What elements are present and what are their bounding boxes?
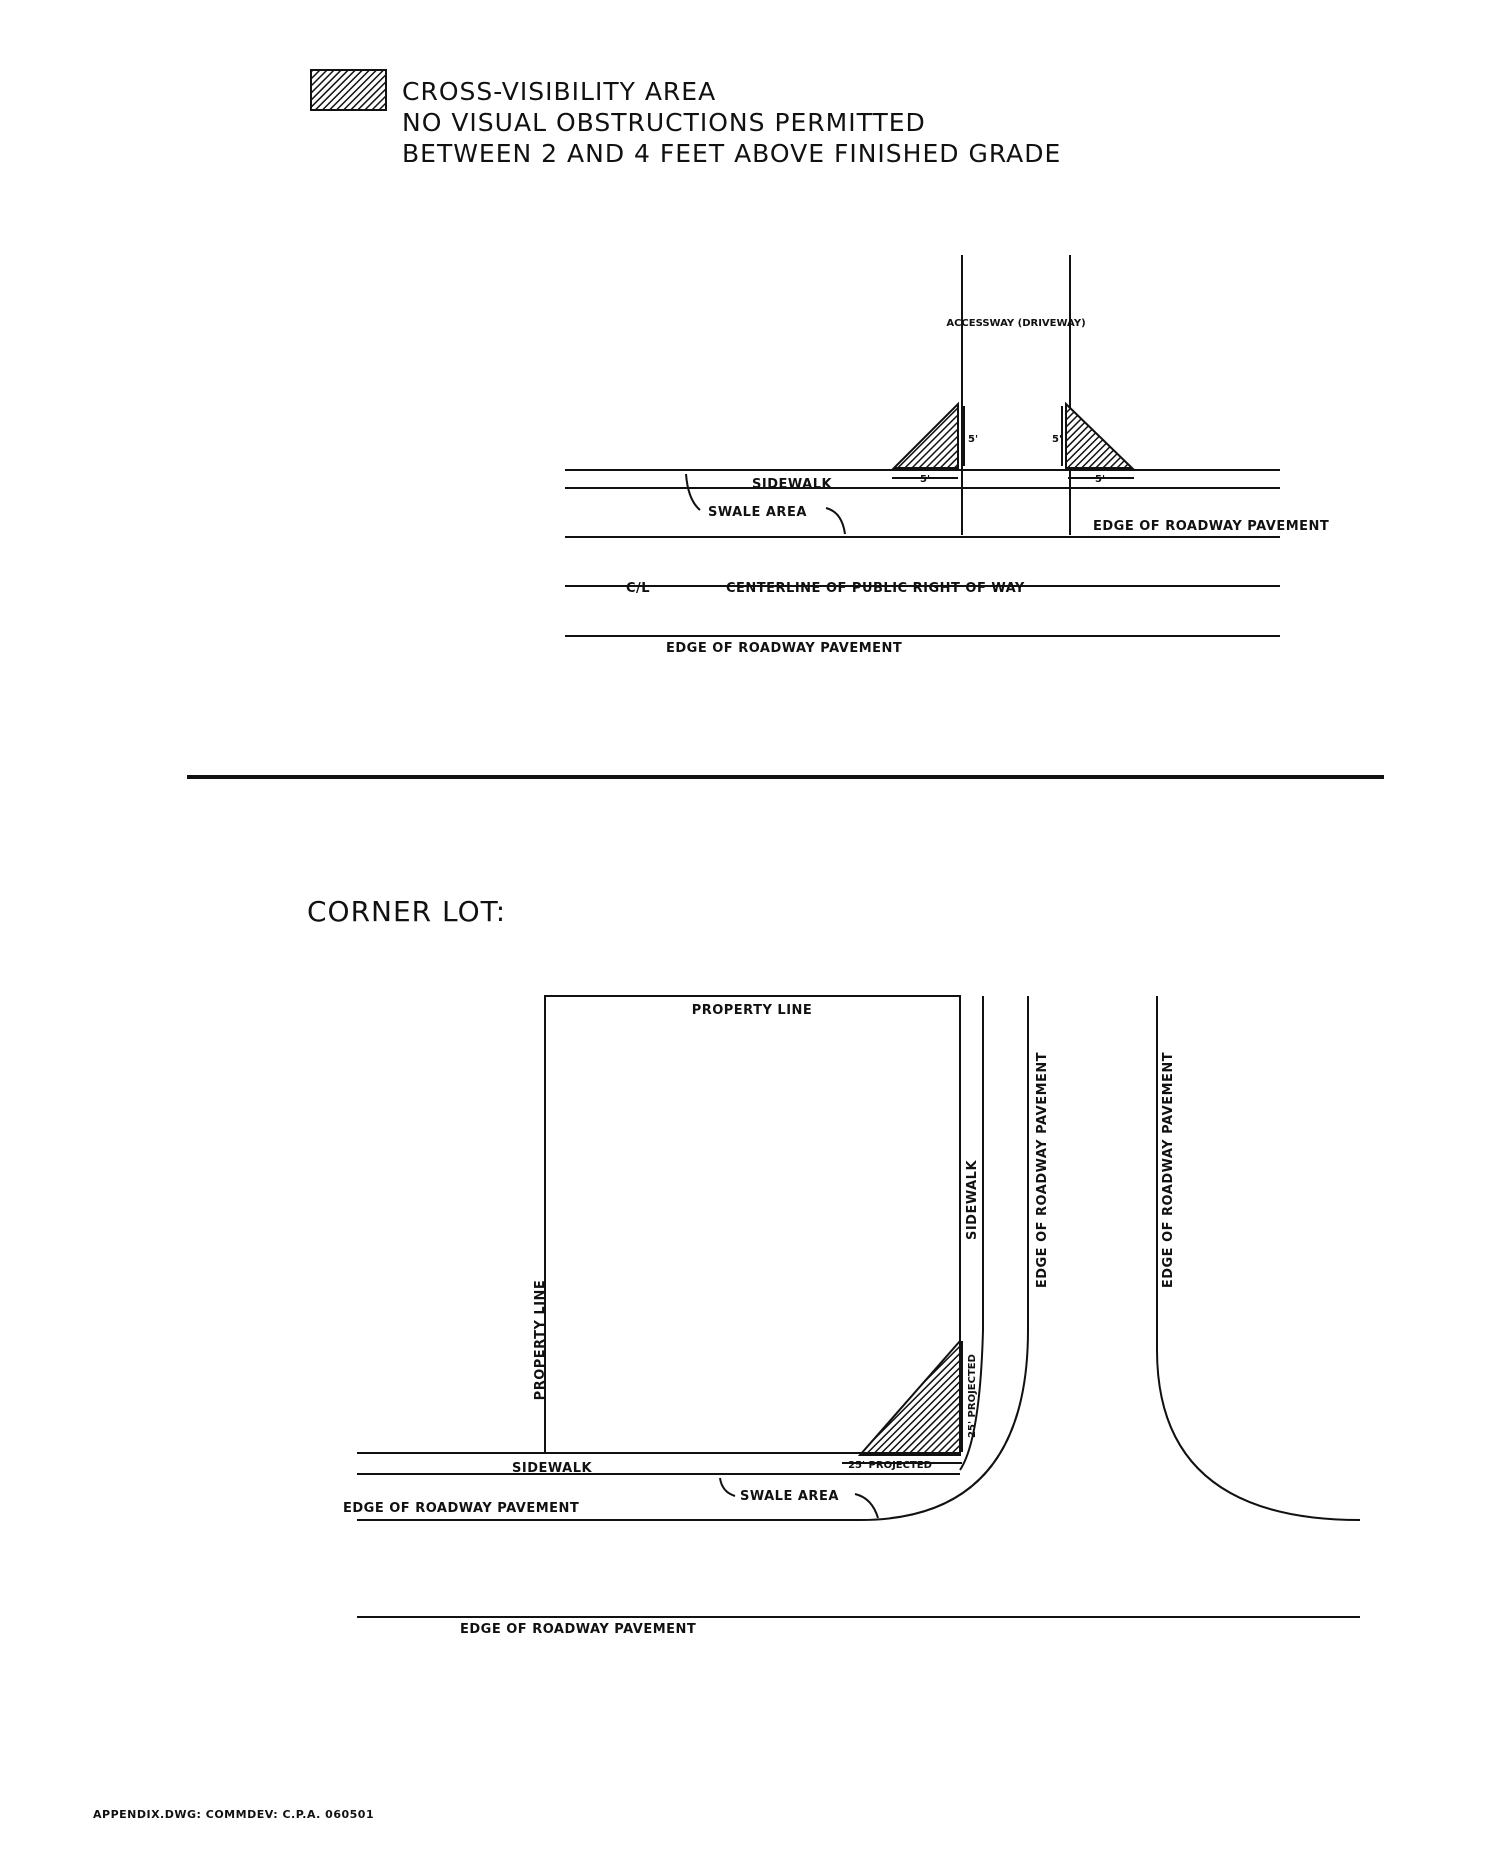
sidewalk-label: SIDEWALK [752,477,833,492]
swale-label: SWALE AREA [708,505,807,520]
legend-line-3: BETWEEN 2 AND 4 FEET ABOVE FINISHED GRADE [402,139,1062,168]
swale-leader-left [686,474,700,510]
legend-line-2: NO VISUAL OBSTRUCTIONS PERMITTED [402,108,926,137]
sidewalk-vertical-label: SIDEWALK [965,1159,980,1241]
centerline-symbol: C/L [626,581,651,596]
dim-left-vertical-label: 5' [968,434,979,445]
property-line-top-label: PROPERTY LINE [691,1003,813,1018]
legend-hatch-swatch [311,70,386,110]
edge-pavement-bottom-label: EDGE OF ROADWAY PAVEMENT [460,1622,697,1637]
centerline-label: CENTERLINE OF PUBLIC RIGHT OF WAY [726,581,1025,596]
edge-pavement-vert2-label: EDGE OF ROADWAY PAVEMENT [1161,1051,1176,1289]
edge-pavement-bottom-label: EDGE OF ROADWAY PAVEMENT [666,641,903,656]
edge-pavement-vert1-label: EDGE OF ROADWAY PAVEMENT [1035,1051,1050,1289]
swale-leader-right [826,508,845,534]
edge-pavement-mid-label: EDGE OF ROADWAY PAVEMENT [343,1501,580,1516]
corner-lot-diagram [343,996,1360,1637]
corner-swale-label: SWALE AREA [740,1489,839,1504]
property-boundary [545,996,960,1453]
corner-cross-visibility-triangle [860,1341,960,1455]
swale-leader-corner-right [855,1494,878,1518]
swale-leader-corner [720,1478,735,1496]
dim-left-horizontal-label: 5' [919,474,931,485]
dim-vertical-label: 25' PROJECTED [967,1354,978,1438]
edge-of-pavement-right-curve [1157,996,1360,1520]
dim-horizontal-label: 25' PROJECTED [848,1460,932,1471]
drawing-footer: APPENDIX.DWG: COMMDEV: C.P.A. 060501 [93,1808,375,1821]
cross-visibility-triangle-left [894,404,958,468]
cross-visibility-triangle-right [1066,404,1132,468]
accessway-label: ACCESSWAY (DRIVEWAY) [946,318,1086,329]
corner-lot-heading: CORNER LOT: [307,895,507,928]
driveway-diagram [565,255,1329,656]
legend-line-1: CROSS-VISIBILITY AREA [402,77,717,106]
property-line-left-label: PROPERTY LINE [533,1279,548,1401]
edge-pavement-top-label: EDGE OF ROADWAY PAVEMENT [1093,519,1330,534]
dim-right-horizontal-label: 5' [1094,474,1106,485]
dim-right-vertical-label: 5' [1052,434,1063,445]
sidewalk-horizontal-label: SIDEWALK [512,1461,593,1476]
